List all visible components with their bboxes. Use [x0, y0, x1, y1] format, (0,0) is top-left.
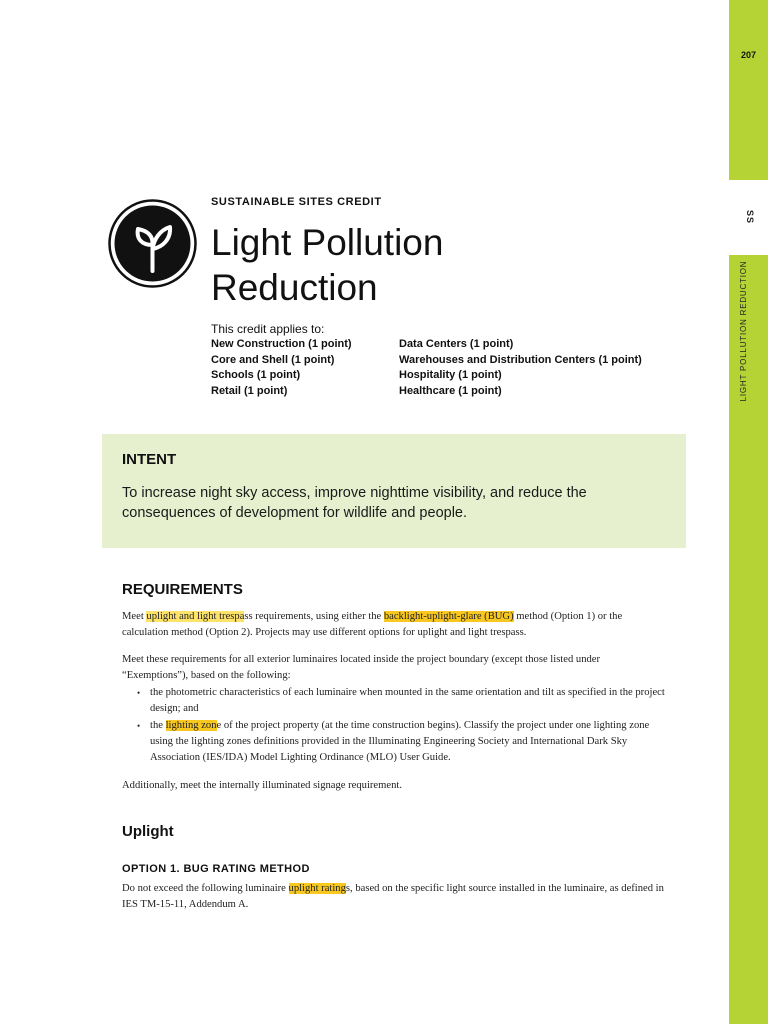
requirements-paragraph-3: Additionally, meet the internally illuminated signage requirement.	[122, 780, 402, 791]
text-run: method (Option 1) or the calculation method (Option 2). Projects may use different options for uplight and light trespass.	[122, 611, 623, 639]
intent-heading: INTENT	[122, 451, 177, 468]
highlight-uplight-trespass: uplight and light trespa	[146, 611, 245, 622]
requirements-paragraph-2-text: Meet these requirements for all exterior luminaires located inside the project boundary (except those listed under “Exemptions”), based on the following:	[122, 654, 601, 682]
option-1-paragraph	[122, 881, 667, 914]
applies-to-list-right	[399, 337, 642, 399]
uplight-heading: Uplight	[122, 823, 174, 840]
chapter-code: SS	[745, 209, 755, 224]
bullet-photometric: • the photometric characteristics of each luminaire when mounted in the same orientation and tilt as specified in the project design; and	[150, 685, 667, 718]
applies-item: Core and Shell (1 point)	[211, 353, 335, 366]
text-run: s, based on the specific light source installed in the luminaire, as defined in IES TM-15-11, Addendum A.	[122, 883, 664, 911]
intent-text: To increase night sky access, improve nighttime visibility, and reduce the consequences of development for wildlife and people.	[122, 485, 587, 521]
applies-item: Retail (1 point)	[211, 384, 288, 397]
applies-item: Warehouses and Distribution Centers (1 point)	[399, 353, 642, 366]
credit-category: SUSTAINABLE SITES CREDIT	[211, 196, 382, 208]
requirements-paragraph-1	[122, 609, 667, 642]
intent-box	[102, 434, 686, 548]
bullet-lighting-zone	[150, 718, 667, 767]
applies-item: Healthcare (1 point)	[399, 384, 502, 397]
option-1-heading: OPTION 1. BUG RATING METHOD	[122, 863, 310, 875]
credit-title	[211, 220, 611, 310]
highlight-bug-method: backlight-uplight-glare (BUG)	[383, 611, 514, 622]
seedling-circle-icon	[108, 199, 197, 288]
credit-title-line-1: Light Pollution	[211, 222, 444, 263]
applies-item: Data Centers (1 point)	[399, 338, 514, 350]
highlight-uplight-ratings: uplight rating	[288, 883, 346, 894]
text-run: ss requirements, using either the	[244, 611, 384, 622]
credit-title-line-2: Reduction	[211, 267, 378, 308]
text-run: Do not exceed the following luminaire	[122, 883, 289, 894]
text-run: the	[150, 719, 166, 731]
applies-item: New Construction (1 point)	[211, 338, 352, 350]
text-run: e of the project property (at the time construction begins). Classify the project under one lighting zone using the lighting zones definitions provided in the Illuminating Engineering Society and International Dark Sky Association (IES/IDA) Model Lighting Ordinance (MLO) User Guide.	[150, 719, 650, 764]
text-run: Meet	[122, 611, 147, 622]
applies-item: Hospitality (1 point)	[399, 369, 502, 382]
applies-to-list-left	[211, 337, 352, 399]
requirements-paragraph-2	[122, 652, 667, 767]
running-section-title: LIGHT POLLUTION REDUCTION	[739, 260, 748, 402]
page-number: 207	[740, 50, 757, 60]
requirements-bullet-list	[122, 685, 667, 767]
applies-to-label: This credit applies to:	[211, 322, 325, 336]
requirements-heading: REQUIREMENTS	[122, 581, 243, 598]
chapter-tab-top	[729, 0, 768, 180]
applies-item: Schools (1 point)	[211, 369, 301, 382]
highlight-lighting-zone: lighting zon	[165, 719, 217, 731]
